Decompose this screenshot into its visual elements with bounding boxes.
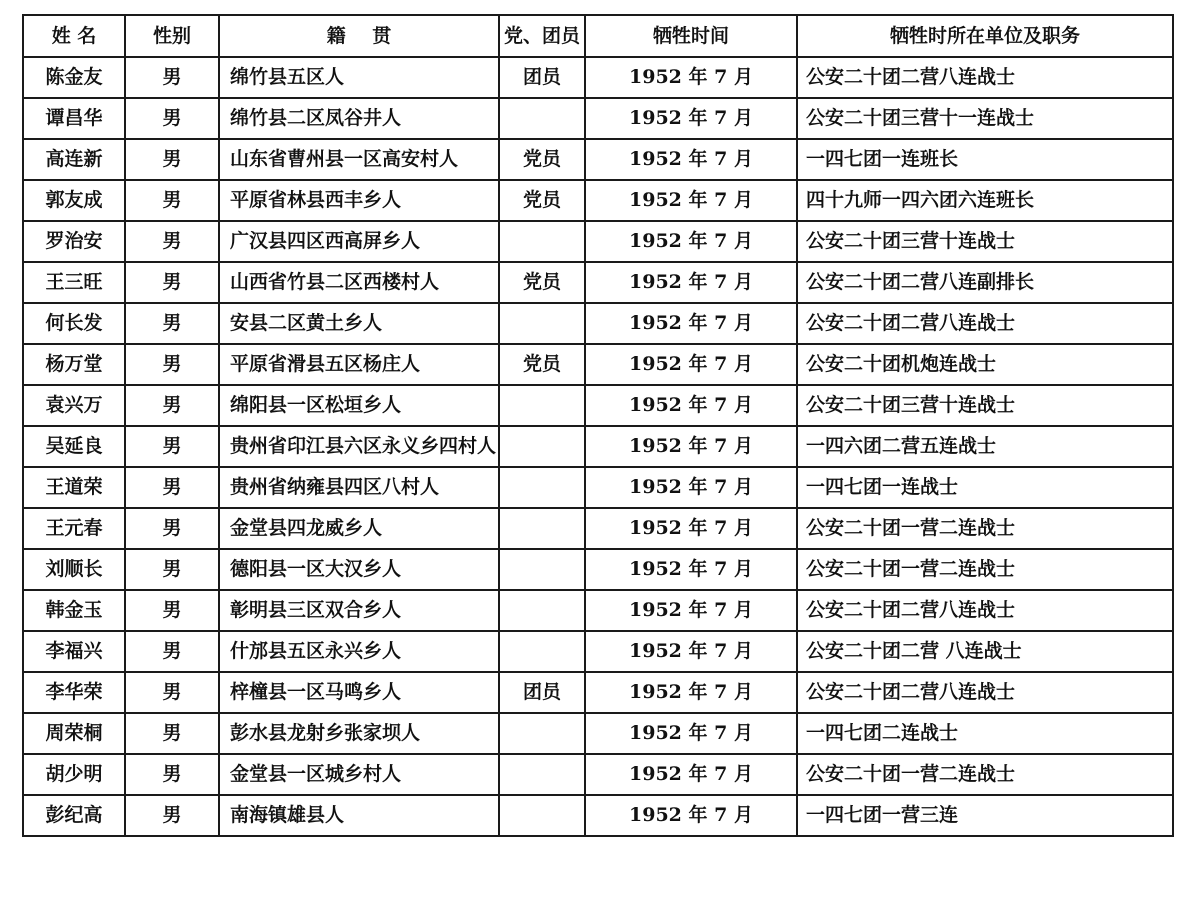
- origin-cell: 彭水县龙射乡张家坝人: [219, 713, 499, 754]
- table-row: [23, 385, 1173, 426]
- origin-cell: 山西省竹县二区西楼村人: [219, 262, 499, 303]
- party-cell: [499, 385, 585, 426]
- unit-cell: 公安二十团二营八连战士: [797, 57, 1173, 98]
- party-cell: 团员: [499, 57, 585, 98]
- unit-cell: 一四七团一连战士: [797, 467, 1173, 508]
- sex-cell: 男: [125, 549, 219, 590]
- header-date: 牺牲时间: [585, 15, 797, 57]
- name-cell: 彭纪高: [23, 795, 125, 836]
- name-cell: 罗治安: [23, 221, 125, 262]
- name-cell: 刘顺长: [23, 549, 125, 590]
- origin-cell: 南海镇雄县人: [219, 795, 499, 836]
- origin-cell: 绵阳县一区松垣乡人: [219, 385, 499, 426]
- party-cell: 党员: [499, 262, 585, 303]
- date-cell: 1952 年 7 月: [585, 221, 797, 262]
- unit-cell: 四十九师一四六团六连班长: [797, 180, 1173, 221]
- sex-cell: 男: [125, 795, 219, 836]
- date-cell: 1952 年 7 月: [585, 385, 797, 426]
- table-row: [23, 754, 1173, 795]
- sex-cell: 男: [125, 57, 219, 98]
- name-cell: 杨万堂: [23, 344, 125, 385]
- party-cell: [499, 795, 585, 836]
- party-cell: [499, 426, 585, 467]
- date-cell: 1952 年 7 月: [585, 754, 797, 795]
- date-cell: 1952 年 7 月: [585, 713, 797, 754]
- name-cell: 王三旺: [23, 262, 125, 303]
- origin-cell: 梓橦县一区马鸣乡人: [219, 672, 499, 713]
- origin-cell: 贵州省印江县六区永义乡四村人: [219, 426, 499, 467]
- party-cell: [499, 713, 585, 754]
- party-cell: 党员: [499, 344, 585, 385]
- table-row: [23, 139, 1173, 180]
- name-cell: 郭友成: [23, 180, 125, 221]
- party-cell: [499, 221, 585, 262]
- name-cell: 何长发: [23, 303, 125, 344]
- sex-cell: 男: [125, 262, 219, 303]
- origin-cell: 绵竹县五区人: [219, 57, 499, 98]
- table-row: [23, 221, 1173, 262]
- sex-cell: 男: [125, 713, 219, 754]
- unit-cell: 公安二十团二营八连副排长: [797, 262, 1173, 303]
- unit-cell: 公安二十团三营十连战士: [797, 385, 1173, 426]
- header-row: [23, 15, 1173, 57]
- date-cell: 1952 年 7 月: [585, 672, 797, 713]
- header-origin: [219, 15, 499, 57]
- party-cell: 团员: [499, 672, 585, 713]
- name-cell: 胡少明: [23, 754, 125, 795]
- name-cell: 陈金友: [23, 57, 125, 98]
- unit-cell: 公安二十团三营十连战士: [797, 221, 1173, 262]
- date-cell: 1952 年 7 月: [585, 631, 797, 672]
- origin-cell: 绵竹县二区凤谷井人: [219, 98, 499, 139]
- unit-cell: 一四七团一营三连: [797, 795, 1173, 836]
- table-row: [23, 344, 1173, 385]
- date-cell: 1952 年 7 月: [585, 467, 797, 508]
- table-row: [23, 262, 1173, 303]
- sex-cell: 男: [125, 672, 219, 713]
- table-row: [23, 795, 1173, 836]
- party-cell: [499, 303, 585, 344]
- header-name: [23, 15, 125, 57]
- party-cell: [499, 754, 585, 795]
- sex-cell: 男: [125, 590, 219, 631]
- name-cell: 吴延良: [23, 426, 125, 467]
- origin-cell: 平原省林县西丰乡人: [219, 180, 499, 221]
- name-cell: 袁兴万: [23, 385, 125, 426]
- origin-cell: 贵州省纳雍县四区八村人: [219, 467, 499, 508]
- table-row: [23, 549, 1173, 590]
- header-sex: 性别: [125, 15, 219, 57]
- name-cell: 高连新: [23, 139, 125, 180]
- origin-cell: 什邡县五区永兴乡人: [219, 631, 499, 672]
- date-cell: 1952 年 7 月: [585, 795, 797, 836]
- party-cell: 党员: [499, 139, 585, 180]
- unit-cell: 公安二十团一营二连战士: [797, 549, 1173, 590]
- origin-cell: 德阳县一区大汉乡人: [219, 549, 499, 590]
- origin-cell: 彰明县三区双合乡人: [219, 590, 499, 631]
- sex-cell: 男: [125, 754, 219, 795]
- unit-cell: 一四六团二营五连战士: [797, 426, 1173, 467]
- table-row: [23, 672, 1173, 713]
- header-name-text: 姓 名: [51, 24, 97, 47]
- origin-cell: 金堂县一区城乡村人: [219, 754, 499, 795]
- date-cell: 1952 年 7 月: [585, 98, 797, 139]
- sex-cell: 男: [125, 344, 219, 385]
- origin-cell: 安县二区黄土乡人: [219, 303, 499, 344]
- sex-cell: 男: [125, 426, 219, 467]
- name-cell: 李福兴: [23, 631, 125, 672]
- date-cell: 1952 年 7 月: [585, 180, 797, 221]
- origin-cell: 平原省滑县五区杨庄人: [219, 344, 499, 385]
- date-cell: 1952 年 7 月: [585, 139, 797, 180]
- unit-cell: 一四七团二连战士: [797, 713, 1173, 754]
- table-body: [23, 57, 1173, 836]
- date-cell: 1952 年 7 月: [585, 508, 797, 549]
- origin-cell: 山东省曹州县一区高安村人: [219, 139, 499, 180]
- party-cell: [499, 631, 585, 672]
- date-cell: 1952 年 7 月: [585, 57, 797, 98]
- unit-cell: 公安二十团二营八连战士: [797, 590, 1173, 631]
- name-cell: 李华荣: [23, 672, 125, 713]
- header-origin-text: 籍 贯: [326, 24, 392, 47]
- table-row: [23, 98, 1173, 139]
- origin-cell: 广汉县四区西高屏乡人: [219, 221, 499, 262]
- unit-cell: 公安二十团三营十一连战士: [797, 98, 1173, 139]
- name-cell: 谭昌华: [23, 98, 125, 139]
- name-cell: 韩金玉: [23, 590, 125, 631]
- date-cell: 1952 年 7 月: [585, 344, 797, 385]
- sex-cell: 男: [125, 98, 219, 139]
- unit-cell: 公安二十团一营二连战士: [797, 754, 1173, 795]
- sex-cell: 男: [125, 467, 219, 508]
- unit-cell: 公安二十团二营 八连战士: [797, 631, 1173, 672]
- table-row: [23, 467, 1173, 508]
- sex-cell: 男: [125, 303, 219, 344]
- name-cell: 王元春: [23, 508, 125, 549]
- table-row: [23, 713, 1173, 754]
- name-cell: 周荣桐: [23, 713, 125, 754]
- party-cell: [499, 508, 585, 549]
- name-cell: 王道荣: [23, 467, 125, 508]
- table-row: [23, 590, 1173, 631]
- party-cell: [499, 590, 585, 631]
- party-cell: [499, 98, 585, 139]
- table-row: [23, 303, 1173, 344]
- martyrs-table: [22, 14, 1174, 837]
- table-row: [23, 180, 1173, 221]
- party-cell: [499, 549, 585, 590]
- table-row: [23, 631, 1173, 672]
- header-party: 党、团员: [499, 15, 585, 57]
- unit-cell: 公安二十团一营二连战士: [797, 508, 1173, 549]
- unit-cell: 一四七团一连班长: [797, 139, 1173, 180]
- date-cell: 1952 年 7 月: [585, 549, 797, 590]
- header-unit: 牺牲时所在单位及职务: [797, 15, 1173, 57]
- date-cell: 1952 年 7 月: [585, 426, 797, 467]
- sex-cell: 男: [125, 139, 219, 180]
- unit-cell: 公安二十团二营八连战士: [797, 672, 1173, 713]
- date-cell: 1952 年 7 月: [585, 303, 797, 344]
- sex-cell: 男: [125, 180, 219, 221]
- sex-cell: 男: [125, 221, 219, 262]
- party-cell: 党员: [499, 180, 585, 221]
- origin-cell: 金堂县四龙威乡人: [219, 508, 499, 549]
- table-row: [23, 57, 1173, 98]
- sex-cell: 男: [125, 385, 219, 426]
- unit-cell: 公安二十团二营八连战士: [797, 303, 1173, 344]
- sex-cell: 男: [125, 508, 219, 549]
- sex-cell: 男: [125, 631, 219, 672]
- date-cell: 1952 年 7 月: [585, 262, 797, 303]
- unit-cell: 公安二十团机炮连战士: [797, 344, 1173, 385]
- table-row: [23, 426, 1173, 467]
- date-cell: 1952 年 7 月: [585, 590, 797, 631]
- party-cell: [499, 467, 585, 508]
- table-row: [23, 508, 1173, 549]
